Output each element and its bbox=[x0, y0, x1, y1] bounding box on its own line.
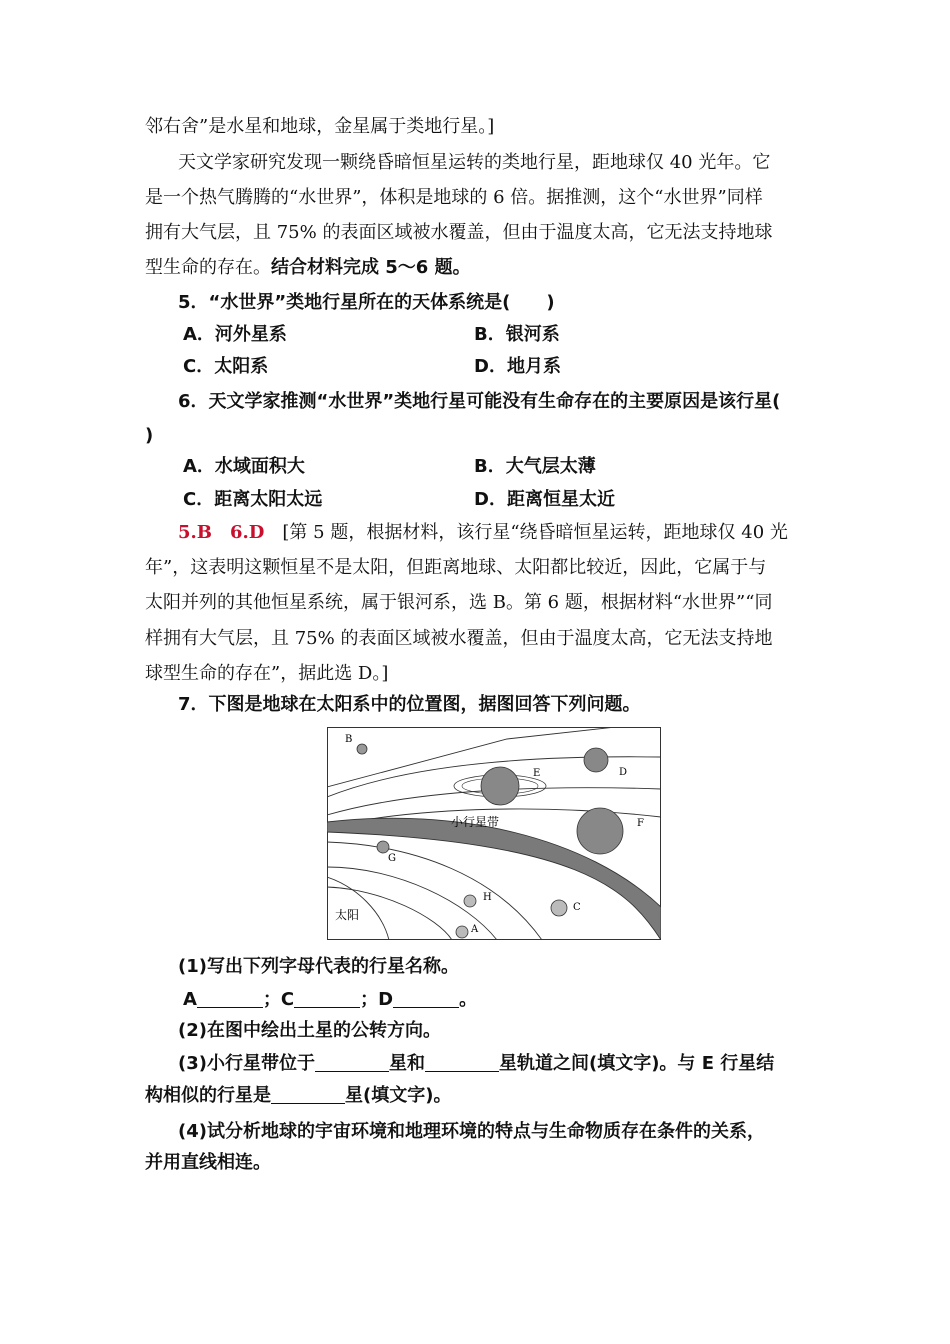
blank-end: 。 bbox=[459, 989, 478, 1010]
q7-stem: 7．下图是地球在太阳系中的位置图，据图回答下列问题。 bbox=[178, 694, 641, 715]
planet-c bbox=[551, 900, 567, 916]
intro-line-2: 天文学家研究发现一颗绕昏暗恒星运转的类地行星，距地球仅 40 光年。它 bbox=[178, 152, 771, 173]
label-d: D bbox=[619, 767, 628, 778]
blank-c-label: ；C bbox=[262, 989, 295, 1010]
answer-line-5: 球型生命的存在”，据此选 D。] bbox=[145, 663, 389, 684]
q5-option-b[interactable]: B．银河系 bbox=[474, 324, 560, 345]
blank-c[interactable] bbox=[294, 989, 360, 1008]
label-b: B bbox=[345, 734, 353, 745]
answer-line-2: 年”，这表明这颗恒星不是太阳，但距离地球、太阳都比较近，因此，它属于与 bbox=[145, 557, 767, 578]
answer-line-1 bbox=[178, 521, 788, 545]
q7-part3-line2 bbox=[145, 1084, 451, 1108]
q7-part4-line1: (4)试分析地球的宇宙环境和地理环境的特点与生命物质存在条件的关系， bbox=[178, 1121, 765, 1142]
q7-part1: (1)写出下列字母代表的行星名称。 bbox=[178, 956, 459, 977]
solar-system-figure bbox=[327, 727, 661, 940]
planet-d bbox=[584, 748, 608, 772]
intro-line-4: 拥有大气层，且 75% 的表面区域被水覆盖，但由于温度太高，它无法支持地球 bbox=[145, 222, 773, 243]
q7-part3-c: 星轨道之间(填文字)。与 E 行星结 bbox=[498, 1053, 775, 1074]
q6-option-d[interactable]: D．距离恒星太近 bbox=[474, 489, 615, 510]
label-c: C bbox=[573, 902, 581, 913]
q7-part3-d: 构相似的行星是 bbox=[145, 1085, 271, 1106]
blank-a[interactable] bbox=[197, 989, 263, 1008]
answer-key: 5.B 6.D bbox=[178, 522, 265, 543]
q5-option-d[interactable]: D．地月系 bbox=[474, 356, 561, 377]
q5-option-c[interactable]: C．太阳系 bbox=[183, 356, 269, 377]
planet-f bbox=[577, 808, 623, 854]
q6-option-a[interactable]: A．水域面积大 bbox=[183, 456, 305, 477]
q6-stem-cont: ) bbox=[145, 425, 154, 446]
answer-line-3: 太阳并列的其他恒星系统，属于银河系，选 B。第 6 题，根据材料“水世界”“同 bbox=[145, 592, 773, 613]
planet-b bbox=[357, 744, 367, 754]
asteroid-belt-label: 小行星带 bbox=[451, 815, 500, 829]
q7-part3-e: 星(填文字)。 bbox=[345, 1085, 452, 1106]
q6-option-c[interactable]: C．距离太阳太远 bbox=[183, 489, 323, 510]
intro-line-5a: 型生命的存在。 bbox=[145, 257, 271, 278]
blank-belt-1[interactable] bbox=[315, 1053, 389, 1072]
q7-part3-a: (3)小行星带位于 bbox=[178, 1053, 315, 1074]
blank-e-similar[interactable] bbox=[271, 1085, 345, 1104]
q7-part2: (2)在图中绘出土星的公转方向。 bbox=[178, 1020, 441, 1041]
blank-a-label: A bbox=[183, 989, 197, 1010]
blank-d-label: ；D bbox=[360, 989, 394, 1010]
q7-part1-blanks bbox=[183, 988, 477, 1012]
label-f: F bbox=[637, 818, 644, 829]
label-e: E bbox=[533, 768, 541, 779]
blank-d[interactable] bbox=[393, 989, 459, 1008]
intro-line-1: 邻右舍”是水星和地球，金星属于类地行星。] bbox=[145, 116, 495, 137]
planet-h bbox=[464, 895, 476, 907]
q7-part4-line2: 并用直线相连。 bbox=[145, 1152, 271, 1173]
answer-line-4: 样拥有大气层，且 75% 的表面区域被水覆盖，但由于温度太高，它无法支持地 bbox=[145, 628, 773, 649]
label-g: G bbox=[388, 853, 396, 864]
sun-label: 太阳 bbox=[335, 908, 360, 922]
planet-e bbox=[481, 767, 519, 805]
q7-part3-b: 星和 bbox=[388, 1053, 425, 1074]
q7-part3-line1 bbox=[178, 1052, 774, 1076]
q5-stem: 5．“水世界”类地行星所在的天体系统是( ) bbox=[178, 292, 555, 313]
intro-line-3: 是一个热气腾腾的“水世界”，体积是地球的 6 倍。据推测，这个“水世界”同样 bbox=[145, 187, 763, 208]
label-h: H bbox=[483, 892, 492, 903]
q5-option-a[interactable]: A．河外星系 bbox=[183, 324, 287, 345]
label-a: A bbox=[471, 924, 479, 935]
answer-line-1-text: [第 5 题，根据材料，该行星“绕昏暗恒星运转，距地球仅 40 光 bbox=[282, 522, 788, 543]
planet-g bbox=[377, 841, 389, 853]
q6-option-b[interactable]: B．大气层太薄 bbox=[474, 456, 596, 477]
planet-a bbox=[456, 926, 468, 938]
blank-belt-2[interactable] bbox=[425, 1053, 499, 1072]
intro-line-5 bbox=[145, 256, 471, 280]
q6-stem: 6．天文学家推测“水世界”类地行星可能没有生命存在的主要原因是该行星( bbox=[178, 391, 781, 412]
intro-line-5b: 结合材料完成 5～6 题。 bbox=[271, 257, 471, 278]
